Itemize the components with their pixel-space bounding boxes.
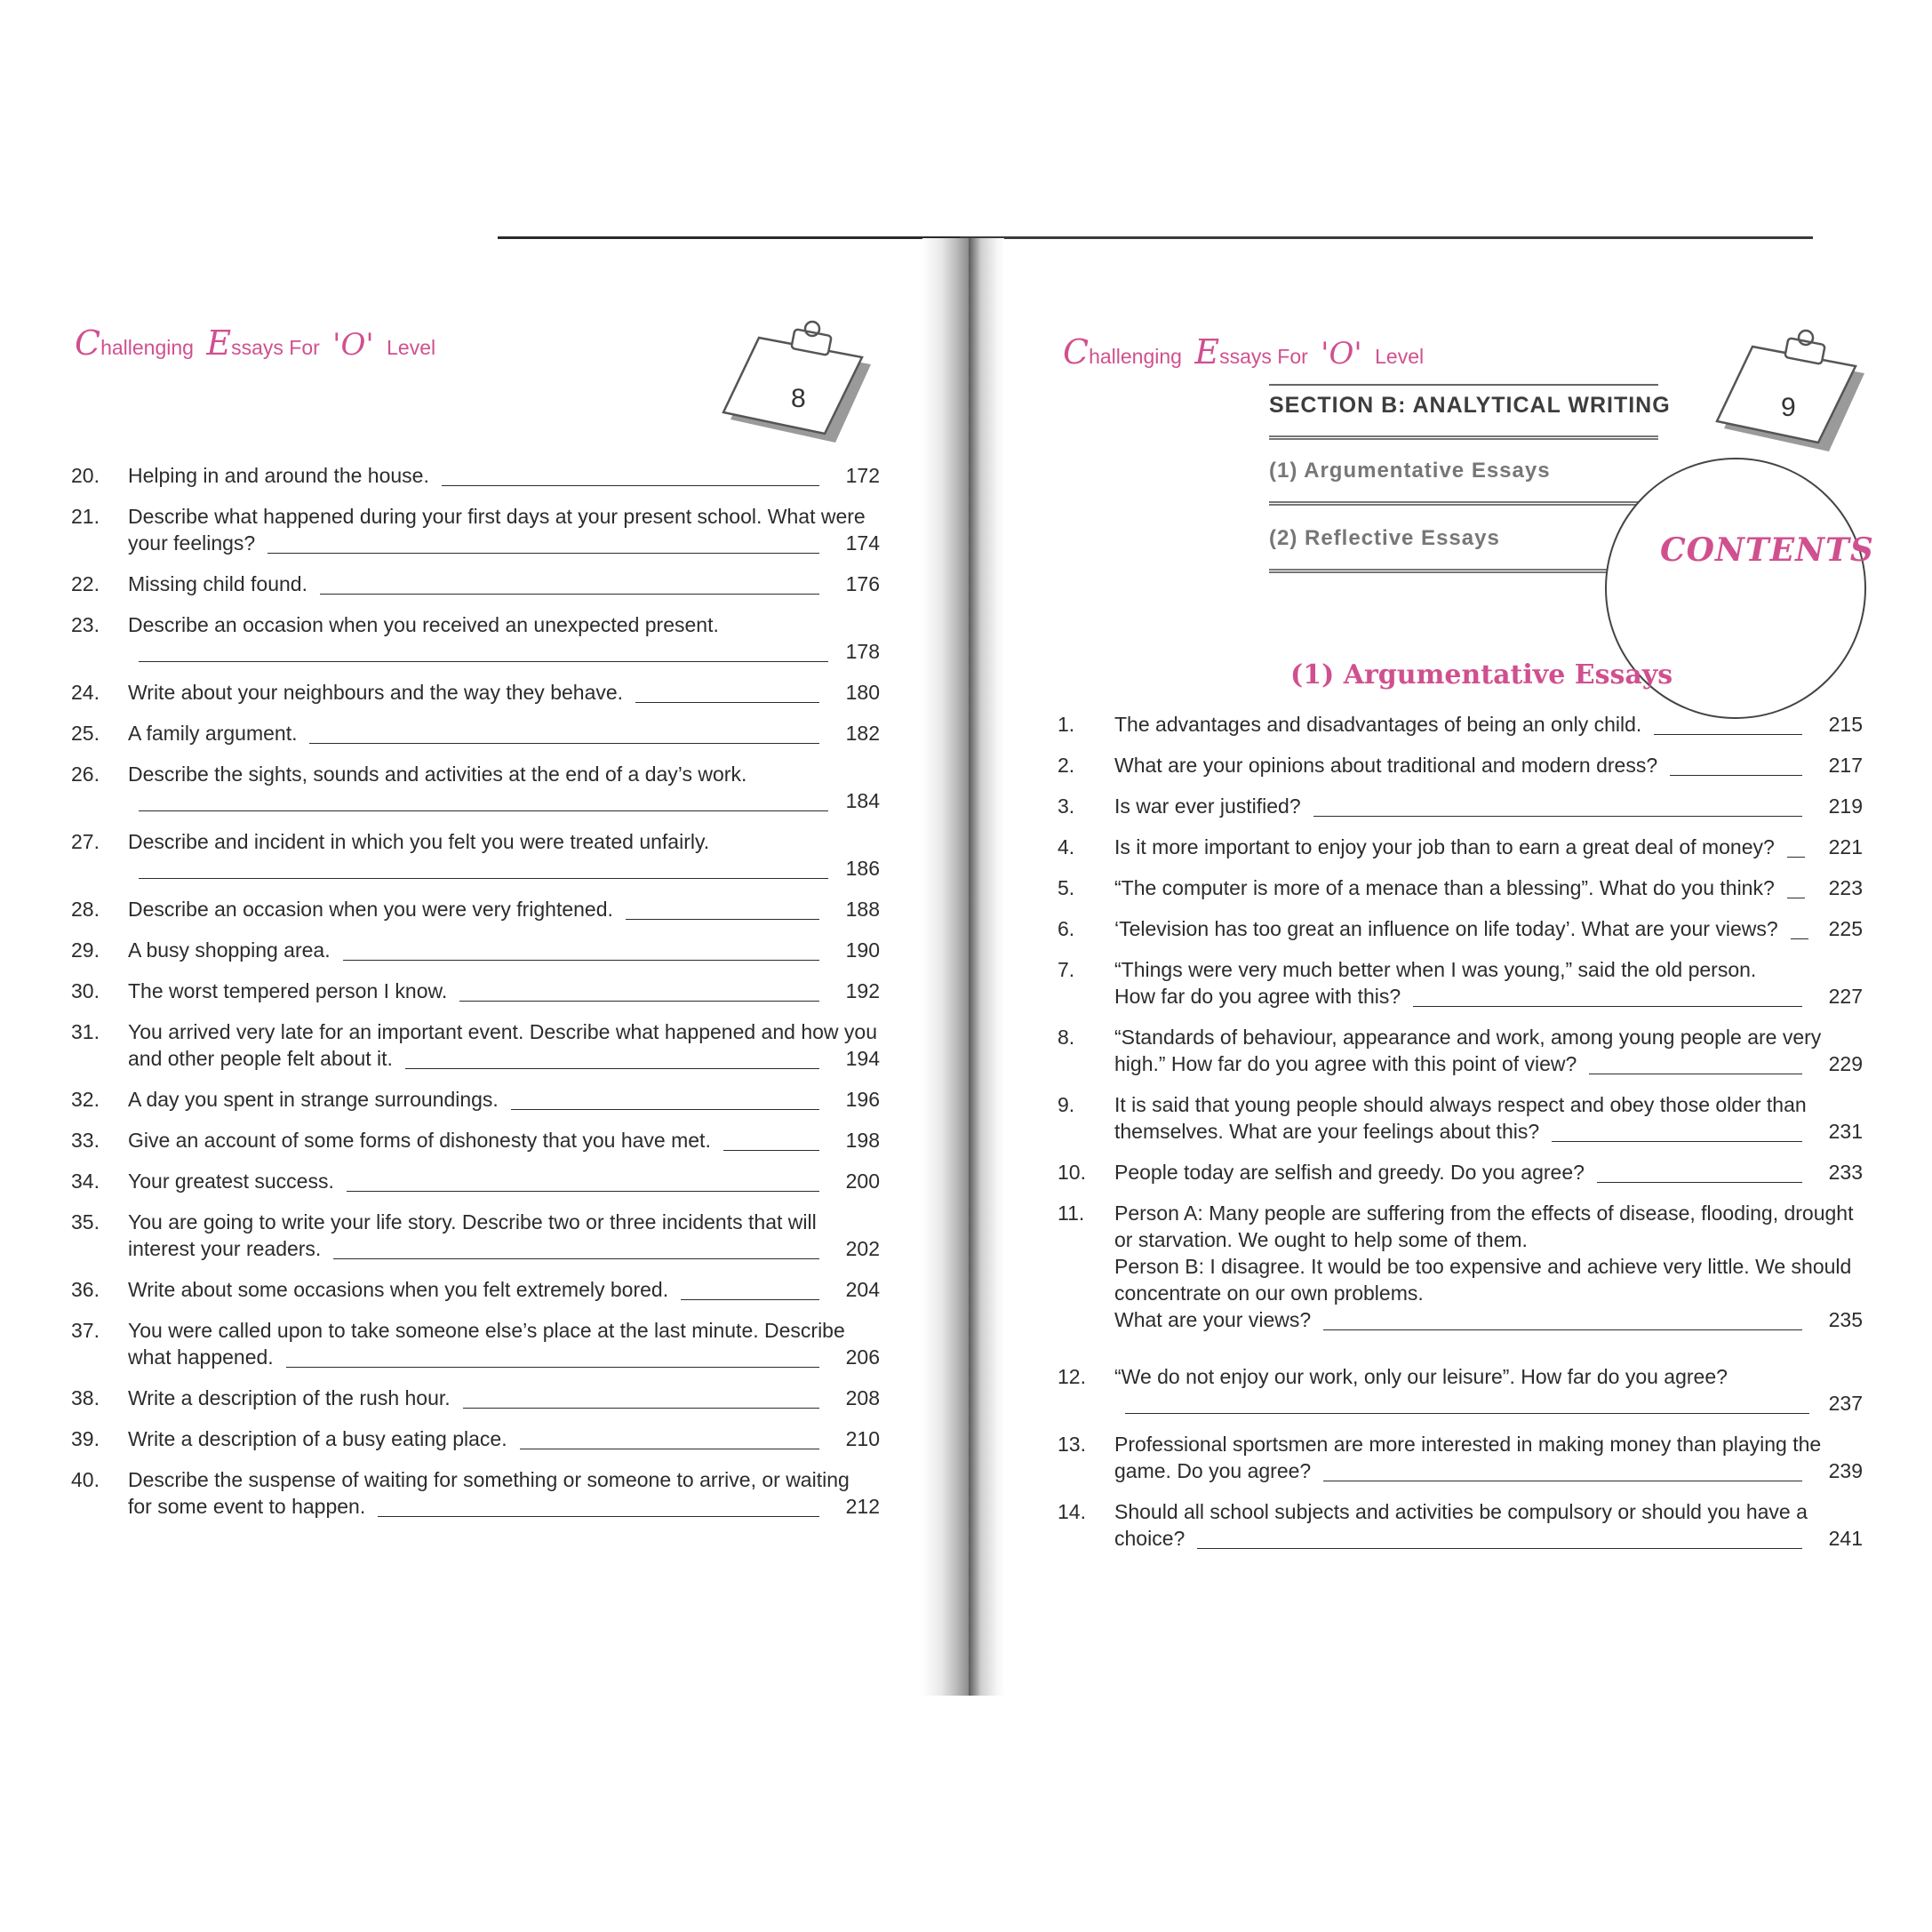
entry-number: 3. [1058, 794, 1075, 818]
entry-title: Helping in and around the house. [128, 464, 429, 487]
entry-page-number: 215 [1828, 713, 1863, 736]
running-head-word: ssays For [1219, 345, 1308, 368]
section-rule [1269, 435, 1658, 440]
running-head-word: hallenging [1089, 345, 1182, 368]
toc-entry [71, 1018, 889, 1074]
entry-page-number: 217 [1828, 754, 1863, 777]
entry-number: 24. [71, 681, 100, 704]
toc-entry [1058, 1431, 1866, 1489]
entry-title: The advantages and disadvantages of being an only child. [1114, 713, 1642, 736]
left-page-number: 8 [791, 384, 806, 413]
entry-page-number: 194 [845, 1047, 880, 1070]
entry-title-continued: interest your readers. [128, 1237, 322, 1260]
entry-page-number: 239 [1828, 1459, 1863, 1482]
entry-title: A day you spent in strange surroundings. [128, 1088, 499, 1111]
leader-line [309, 743, 819, 744]
leader-line [442, 485, 819, 486]
running-head-o: 'O' [332, 327, 374, 363]
entry-title-continued: What are your views? [1114, 1308, 1312, 1331]
entry-page-number: 231 [1828, 1120, 1863, 1143]
entry-page-number: 241 [1828, 1527, 1863, 1550]
entry-page-number: 186 [845, 857, 880, 880]
entry-title: You arrived very late for an important event. Describe what happened and how you [128, 1020, 877, 1043]
toc-entry [71, 503, 889, 558]
entry-number: 32. [71, 1088, 100, 1111]
section-rule [1269, 384, 1658, 386]
running-head-initial: C [75, 323, 101, 363]
toc-entry [1058, 1091, 1866, 1150]
toc-entry [1058, 956, 1866, 1015]
entry-title: You were called upon to take someone else’s place at the last minute. Describe [128, 1319, 845, 1342]
entry-page-number: 208 [845, 1386, 880, 1409]
leader-line [1787, 857, 1805, 858]
leader-line [139, 878, 828, 879]
entry-title: Write a description of a busy eating place. [128, 1427, 507, 1450]
book-gutter-right [969, 238, 1004, 1696]
toc-entry [1058, 915, 1866, 947]
toc-entry [71, 828, 889, 883]
entry-number: 14. [1058, 1500, 1086, 1523]
entry-title-continued: Person B: I disagree. It would be too expensive and achieve very little. We should [1114, 1255, 1852, 1278]
entry-page-number: 204 [845, 1278, 880, 1301]
entry-number: 22. [71, 572, 100, 595]
entry-number: 6. [1058, 917, 1075, 940]
entry-title: Is it more important to enjoy your job than to earn a great deal of money? [1114, 835, 1775, 858]
contents-title: CONTENTS [1660, 531, 1874, 569]
entry-number: 13. [1058, 1433, 1086, 1456]
subsection-reflective: (2) Reflective Essays [1269, 526, 1500, 550]
entry-title: Should all school subjects and activities be compulsory or should you have a [1114, 1500, 1808, 1523]
entry-number: 36. [71, 1278, 100, 1301]
entry-page-number: 223 [1828, 876, 1863, 899]
clipboard-icon [720, 320, 880, 444]
leader-line [343, 960, 819, 961]
entry-page-number: 188 [845, 898, 880, 921]
leader-line [511, 1109, 819, 1110]
entry-page-number: 212 [845, 1495, 880, 1518]
entry-page-number: 178 [845, 640, 880, 663]
entry-number: 29. [71, 938, 100, 962]
entry-page-number: 176 [845, 572, 880, 595]
entry-number: 33. [71, 1129, 100, 1152]
section-rule [1269, 569, 1607, 573]
toc-entry [1058, 1498, 1866, 1557]
entry-number: 5. [1058, 876, 1075, 899]
entry-title: Write a description of the rush hour. [128, 1386, 451, 1409]
leader-line [1125, 1413, 1809, 1414]
leader-line [1597, 1182, 1802, 1183]
running-head-initial: E [1194, 332, 1220, 371]
entry-number: 21. [71, 505, 100, 528]
entry-number: 23. [71, 613, 100, 636]
toc-entry [71, 1466, 889, 1521]
toc-entry [71, 611, 889, 667]
entry-title: “Standards of behaviour, appearance and work, among young people are very [1114, 1026, 1822, 1049]
running-head-o: 'O' [1321, 336, 1362, 371]
entry-page-number: 192 [845, 979, 880, 1002]
entry-page-number: 233 [1828, 1161, 1863, 1184]
entry-title-continued: or starvation. We ought to help some of them. [1114, 1228, 1528, 1251]
entry-number: 12. [1058, 1365, 1086, 1388]
entry-title: Give an account of some forms of dishonesty that you have met. [128, 1129, 711, 1152]
entry-title: Describe and incident in which you felt you were treated unfairly. [128, 830, 710, 853]
entry-page-number: 225 [1828, 917, 1863, 940]
entry-title: It is said that young people should always respect and obey those older than [1114, 1093, 1807, 1116]
toc-entry [1058, 1200, 1866, 1338]
toc-entry [1058, 1024, 1866, 1082]
entry-title: Describe the suspense of waiting for something or someone to arrive, or waiting [128, 1468, 850, 1491]
entry-number: 37. [71, 1319, 100, 1342]
leader-line [1791, 938, 1808, 939]
subsection-argumentative: (1) Argumentative Essays [1269, 459, 1551, 483]
entry-number: 2. [1058, 754, 1075, 777]
entry-title-continued: your feelings? [128, 531, 256, 555]
entry-page-number: 172 [845, 464, 880, 487]
toc-entry [1058, 1363, 1866, 1422]
entry-title: “The computer is more of a menace than a blessing”. What do you think? [1114, 876, 1775, 899]
running-head-word: Level [1375, 345, 1425, 368]
entry-number: 38. [71, 1386, 100, 1409]
entry-number: 34. [71, 1170, 100, 1193]
entry-title-continued: choice? [1114, 1527, 1186, 1550]
entry-number: 1. [1058, 713, 1075, 736]
leader-line [1670, 775, 1802, 776]
leader-line [459, 1001, 819, 1002]
leader-line [681, 1299, 819, 1300]
entry-number: 31. [71, 1020, 100, 1043]
entry-title: Person A: Many people are suffering from the effects of disease, flooding, drought [1114, 1202, 1854, 1225]
left-running-head [75, 323, 435, 363]
entry-title: ‘Television has too great an influence on life today’. What are your views? [1114, 917, 1778, 940]
leader-line [347, 1191, 819, 1192]
clipboard-icon [1713, 329, 1873, 453]
entry-title: The worst tempered person I know. [128, 979, 448, 1002]
entry-title: Write about some occasions when you felt extremely bored. [128, 1278, 669, 1301]
leader-line [1552, 1141, 1802, 1142]
entry-page-number: 206 [845, 1345, 880, 1369]
entry-title: A family argument. [128, 722, 298, 745]
entry-page-number: 237 [1828, 1392, 1863, 1415]
entry-title: “We do not enjoy our work, only our leisure”. How far do you agree? [1114, 1365, 1728, 1388]
entry-title-continued: what happened. [128, 1345, 274, 1369]
entry-page-number: 219 [1828, 794, 1863, 818]
leader-line [139, 661, 828, 662]
leader-line [1313, 816, 1802, 817]
entry-title: A busy shopping area. [128, 938, 331, 962]
entry-number: 7. [1058, 958, 1075, 981]
entry-page-number: 174 [845, 531, 880, 555]
entry-number: 26. [71, 762, 100, 786]
entry-title-continued: game. Do you agree? [1114, 1459, 1312, 1482]
entry-page-number: 180 [845, 681, 880, 704]
running-head-word: hallenging [100, 336, 194, 359]
toc-entry [1058, 874, 1866, 906]
entry-number: 40. [71, 1468, 100, 1491]
toc-entry [1058, 711, 1866, 743]
running-head-word: Level [387, 336, 436, 359]
leader-line [635, 702, 819, 703]
leader-line [1654, 734, 1802, 735]
entry-title: People today are selfish and greedy. Do you agree? [1114, 1161, 1585, 1184]
argumentative-heading: (1) Argumentative Essays [1290, 659, 1673, 691]
entry-title: You are going to write your life story. Describe two or three incidents that will [128, 1210, 817, 1233]
toc-entry [71, 1209, 889, 1264]
entry-number: 9. [1058, 1093, 1075, 1116]
top-edge-right [960, 236, 1813, 239]
right-page-number: 9 [1781, 393, 1796, 422]
leader-line [463, 1408, 819, 1409]
leader-line [723, 1150, 819, 1151]
entry-number: 27. [71, 830, 100, 853]
leader-line [320, 594, 819, 595]
entry-title-continued: for some event to happen. [128, 1495, 366, 1518]
entry-page-number: 182 [845, 722, 880, 745]
entry-page-number: 210 [845, 1427, 880, 1450]
entry-title: Write about your neighbours and the way they behave. [128, 681, 624, 704]
entry-number: 8. [1058, 1026, 1075, 1049]
running-head-word: ssays For [231, 336, 320, 359]
running-head-initial: E [206, 323, 232, 363]
entry-page-number: 196 [845, 1088, 880, 1111]
entry-title: What are your opinions about traditional and modern dress? [1114, 754, 1658, 777]
leader-line [267, 553, 819, 554]
entry-page-number: 235 [1828, 1308, 1863, 1331]
entry-number: 35. [71, 1210, 100, 1233]
leader-line [626, 919, 819, 920]
right-running-head [1063, 332, 1424, 371]
entry-number: 30. [71, 979, 100, 1002]
section-rule [1269, 501, 1642, 506]
entry-title-continued: themselves. What are your feelings about this? [1114, 1120, 1540, 1143]
entry-page-number: 202 [845, 1237, 880, 1260]
entry-page-number: 221 [1828, 835, 1863, 858]
entry-title: Describe an occasion when you received an unexpected present. [128, 613, 719, 636]
entry-title-continued: high.” How far do you agree with this point of view? [1114, 1052, 1577, 1075]
entry-title: Is war ever justified? [1114, 794, 1301, 818]
section-title: SECTION B: ANALYTICAL WRITING [1269, 393, 1671, 418]
leader-line [378, 1516, 819, 1517]
entry-page-number: 227 [1828, 985, 1863, 1008]
entry-title-continued: How far do you agree with this? [1114, 985, 1401, 1008]
entry-page-number: 190 [845, 938, 880, 962]
entry-title: Missing child found. [128, 572, 307, 595]
leader-line [1323, 1329, 1802, 1330]
entry-page-number: 229 [1828, 1052, 1863, 1075]
toc-entry [71, 761, 889, 816]
toc-entry [1058, 1159, 1866, 1191]
entry-page-number: 184 [845, 789, 880, 812]
leader-line [405, 1068, 819, 1069]
toc-entry [71, 1317, 889, 1372]
entry-number: 4. [1058, 835, 1075, 858]
entry-page-number: 198 [845, 1129, 880, 1152]
entry-title: Describe an occasion when you were very frightened. [128, 898, 613, 921]
entry-title: Describe the sights, sounds and activities at the end of a day’s work. [128, 762, 747, 786]
entry-title: Professional sportsmen are more interested in making money than playing the [1114, 1433, 1822, 1456]
leader-line [139, 810, 828, 811]
entry-number: 28. [71, 898, 100, 921]
entry-number: 39. [71, 1427, 100, 1450]
entry-page-number: 200 [845, 1170, 880, 1193]
entry-number: 20. [71, 464, 100, 487]
entry-number: 10. [1058, 1161, 1086, 1184]
running-head-initial: C [1063, 332, 1090, 371]
entry-title: “Things were very much better when I was young,” said the old person. [1114, 958, 1757, 981]
entry-number: 25. [71, 722, 100, 745]
leader-line [286, 1367, 819, 1368]
leader-line [1413, 1006, 1802, 1007]
leader-line [333, 1258, 819, 1259]
top-edge-left [498, 236, 960, 239]
book-gutter-left [922, 238, 969, 1696]
entry-title-continued: and other people felt about it. [128, 1047, 393, 1070]
entry-title: Your greatest success. [128, 1170, 334, 1193]
entry-title-continued: concentrate on our own problems. [1114, 1281, 1424, 1305]
toc-entry [1058, 834, 1866, 866]
entry-number: 11. [1058, 1202, 1085, 1225]
leader-line [1197, 1548, 1802, 1549]
entry-title: Describe what happened during your first days at your present school. What were [128, 505, 866, 528]
toc-entry [1058, 752, 1866, 784]
toc-entry [1058, 793, 1866, 825]
